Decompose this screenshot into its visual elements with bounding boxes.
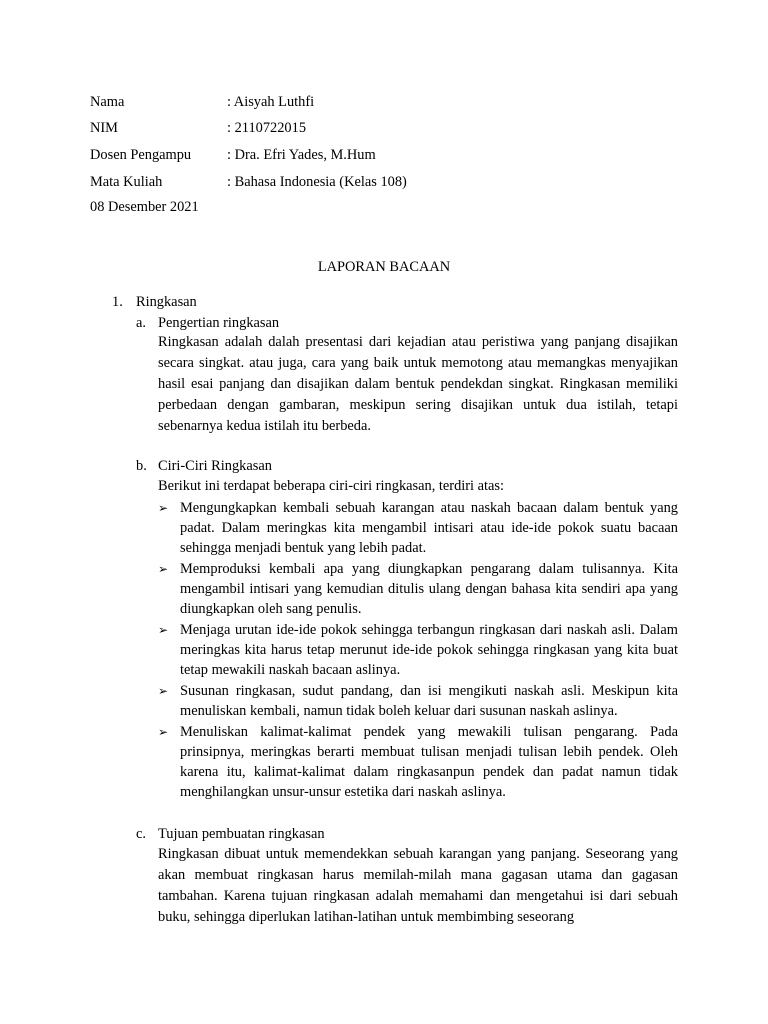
- header-row-nama: [90, 94, 314, 111]
- list-item-text: Menuliskan kalimat-kalimat pendek yang mewakili tulisan pengarang. Pada prinsipnya, meringkas berarti membuat tulisan menjadi tulisan lebih pendek. Oleh karena itu, kalimat-kalimat dalam ringkasanpun pendek dan padat namun tidak menghilangkan unsur-unsur estetika dari naskah aslinya.: [180, 723, 678, 801]
- section-number: 1.: [112, 294, 123, 310]
- list-item-text: Mengungkapkan kembali sebuah karangan atau naskah bacaan dalam bentuk yang padat. Dalam meringkas kita mengambil intisari atau ide-ide pokok suatu bacaan sehingga menjadi bentuk yang lebih padat.: [180, 500, 678, 557]
- list-item-text: Menjaga urutan ide-ide pokok sehingga terbangun ringkasan dari naskah asli. Dalam meringkas kita harus tetap merunut ide-ide pokok sehingga ringkasan yang kita buat tetap mewakili naskah bacaan aslinya.: [180, 622, 678, 679]
- list-item-text: Memproduksi kembali apa yang diungkapkan pengarang dalam tulisannya. Kita mengambil intisari yang kemudian ditulis ulang dengan bahasa kita sendiri apa yang diungkapkan oleh sang penulis.: [180, 561, 678, 618]
- document-date: 08 Desember 2021: [90, 199, 199, 215]
- paragraph-pengertian: Ringkasan adalah dalah presentasi dari kejadian atau peristiwa yang panjang disajikan secara singkat. atau juga, cara yang baik untuk memotong atau memangkas menyajikan hasil esai panjang dan disajikan dalam bentuk pendekdan singkat. Ringkasan memiliki perbedaan dengan gambaran, meskipun sering disajikan untuk dua istilah, tetapi sebenarnya kedua istilah itu berbeda.: [158, 334, 678, 434]
- header-label: NIM: [90, 120, 118, 136]
- header-value: : Bahasa Indonesia (Kelas 108): [227, 174, 407, 190]
- list-item: [158, 681, 678, 721]
- header-value: : 2110722015: [227, 120, 307, 136]
- list-item-text: Susunan ringkasan, sudut pandang, dan isi mengikuti naskah asli. Meskipun kita menuliskan kembali, namun tidak boleh keluar dari susunan naskah aslinya.: [180, 683, 678, 720]
- arrow-bullet-icon: ➢: [158, 501, 169, 515]
- header-label: Mata Kuliah: [90, 174, 163, 190]
- list-item: [158, 620, 678, 681]
- subsection-heading-c: Tujuan pembuatan ringkasan: [158, 826, 325, 842]
- paragraph-ciri-intro: Berikut ini terdapat beberapa ciri-ciri ringkasan, terdiri atas:: [158, 478, 505, 494]
- list-item: [158, 722, 678, 803]
- paragraph-tujuan: Ringkasan dibuat untuk memendekkan sebuah karangan yang panjang. Seseorang yang akan membuat ringkasan harus memilah-milah mana gagasan utama dan gagasan tambahan. Karena tujuan ringkasan adalah memahami dan mengetahui isi dari sebuah buku, sehingga diperlukan latihan-latihan untuk membimbing seseorang: [158, 846, 678, 925]
- header-row-nim: [90, 120, 306, 137]
- list-item: [158, 559, 678, 620]
- subsection-letter-c: c.: [136, 826, 146, 842]
- header-value: : Dra. Efri Yades, M.Hum: [227, 147, 376, 163]
- header-row-mata-kuliah: [90, 174, 407, 191]
- header-row-dosen: [90, 147, 376, 164]
- arrow-bullet-icon: ➢: [158, 623, 169, 637]
- section-heading: Ringkasan: [136, 294, 197, 310]
- arrow-bullet-icon: ➢: [158, 684, 169, 698]
- subsection-letter-a: a.: [136, 315, 146, 331]
- arrow-bullet-icon: ➢: [158, 562, 169, 576]
- subsection-heading-b: Ciri-Ciri Ringkasan: [158, 458, 272, 474]
- header-value: : Aisyah Luthfi: [227, 94, 315, 110]
- ciri-list: [158, 498, 678, 803]
- page-title: LAPORAN BACAAN: [317, 259, 451, 275]
- arrow-bullet-icon: ➢: [158, 724, 169, 739]
- subsection-heading-a: Pengertian ringkasan: [158, 315, 280, 331]
- header-label: Dosen Pengampu: [90, 147, 192, 163]
- list-item: [158, 498, 678, 559]
- subsection-letter-b: b.: [136, 458, 147, 474]
- header-label: Nama: [90, 94, 125, 110]
